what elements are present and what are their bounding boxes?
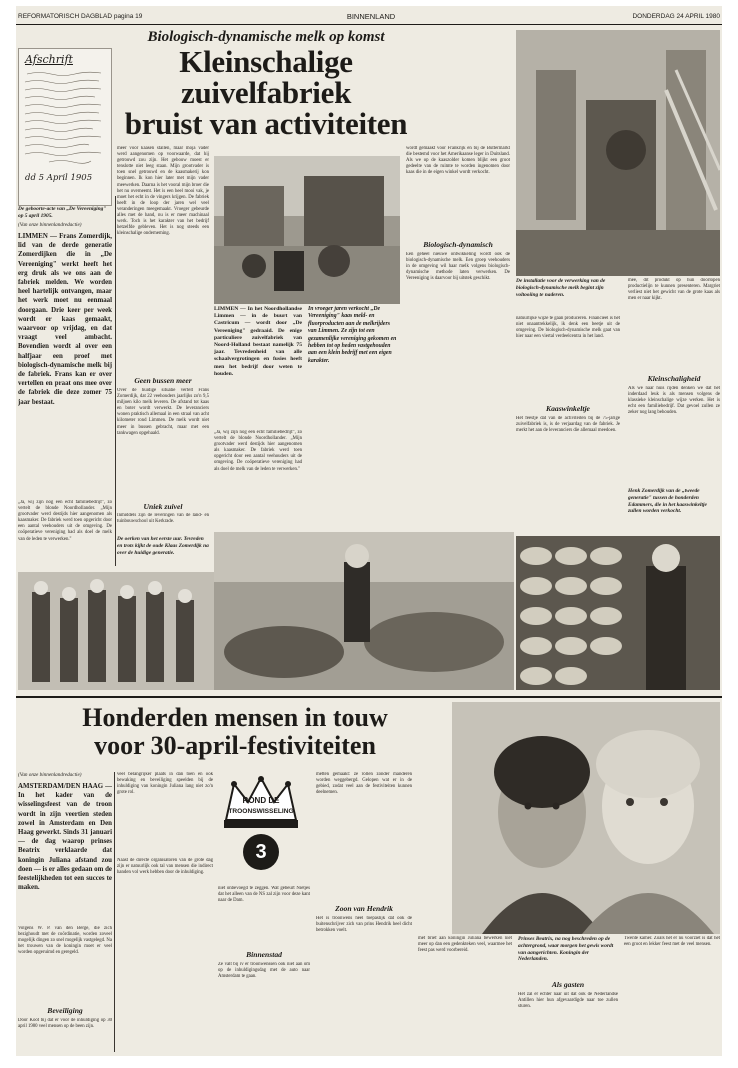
header-rule	[16, 24, 722, 25]
handwriting-lines	[19, 68, 109, 168]
article1-headline-line2: bruist van activiteiten	[124, 106, 408, 141]
subhead-binnenstad: Binnenstad	[246, 950, 282, 959]
column-divider	[115, 196, 116, 566]
photo-portrait	[452, 702, 720, 934]
article2-column3b: Ze valt bij iv er troonwenssen ook niet aan om op de inhuldigingsdag met de auto naar Amsterdam te gaan.	[218, 962, 310, 980]
column-divider-2	[114, 772, 115, 1052]
article2-headline	[20, 704, 450, 764]
article1-column3: LIMMEN — In het Noordhollandse Limmen — in de buurt van Castricum — wordt door „De Vereeniging" gedraaid. De enige particuliere zuivelfabriek van Noord-Holland bestaat namelijk 75 jaar. Tevredenheid van alle schaalvergrotingen en fusies heeft men het bedrijf door weten te houden.	[214, 306, 302, 377]
article2-lead: AMSTERDAM/DEN HAAG — In het kader van de wisselingsfeest van de troon wordt in zijn veertien steden zowel in Amsterdam en Den Haag gewerkt. Sinds 31 januari — de dag waarop prinses Beatrix verklaarde dat koningin Juliana afstand zou doen — is er alles gedaan om de feestelijkheden tot een succes te maken.	[18, 783, 112, 892]
caption-workers: De oerken van het eerste uur. Tevreden en trots kijkt de oude Klaas Zomerdijk na over de huidige generatie.	[117, 536, 209, 556]
article2-column1b: Door Koot bij dat er voor de inhuldiging op 30 april 1980 veel mensen op de been zijn.	[18, 1018, 112, 1030]
article1-column1: „Ja, wij zijn nog een echt familiebedrijf", zo vertelt de blonde Noordhollander. „Mijn grootvader werd destijds hier aangenomen als kaasmaker. De fabriek werd toen opgericht door een aantal veehouders uit de omgeving. De coöperatieve vereniging had als doel de melk van de leden te verwerken."	[18, 500, 112, 542]
header-left: REFORMATORISCH DAGBLAD pagina 19	[18, 13, 143, 20]
header-section: BINNENLAND	[346, 12, 396, 21]
subhead-zoon: Zoon van Hendrik	[335, 904, 393, 913]
article1-column6b: Het feestje dat van de activiteiten bij de 75-jarige zuivelfabriek is, is de verjaardag van de fabriek. Je merkt het aan de leveranciers die allemaal meedoen.	[516, 416, 620, 434]
article1-column2: meer voor kaasen stallen, maar moja vader werd aangenomen op voorwaarde, dat hij getrouwd zou zijn. Het gebouw moest er tenslotte niet leeg staan. Mijn grootvader is toen snel getrouwd en de kaasmakerij kon beginnen. Ik kon hier later met mijn vader meewerken. Daarna is het vooral mijn broer die het nu overneemt. Het is een heel mooi vak, je moet het echt in de vingers krijgen. De fabriek heeft in de loop der jaren wel veel veranderingen meegemaakt. Vroeger gebeurde alles met de hand, nu is er meer machinaal werk. Toch is het karakter van het bedrijf hetzelfde gebleven. Het is nog steeds een kleinschalige onderneming.	[117, 146, 209, 237]
facsimile-document	[18, 48, 112, 206]
badge-crown	[218, 776, 304, 880]
badge-top-text: ROND DE	[242, 796, 280, 805]
facsimile-caption: De geboorte-acte van „De Vereeniging" op 5 april 1905.	[18, 206, 107, 219]
article2-column5: met brief aan koningin Juliana bewerken niet meer op dan een gedenkteken veel, waarmee het feest pas werd voorbereid.	[418, 936, 512, 954]
article1-byline: (Van onze binnenlandredactie)	[18, 222, 82, 228]
article1-column7: mee, dit produkt op hun doorlopen productielijn te kunnen presenteren. Margriet verliest niet het gewicht van de grote kaas als men er naar kijkt.	[628, 278, 720, 302]
subhead-uniek: Uniek zuivel	[143, 502, 183, 511]
article-divider	[16, 696, 722, 698]
article2-column6: Twente kamer. Zoals het er nu voorziet is dat het een groot en lekker feest met de veel mensen.	[624, 936, 720, 948]
header-date: DONDERDAG 24 APRIL 1980	[632, 13, 720, 20]
article2-column4: metten gemaakt: ze rollen zonder manderen worden weggebergd. Gelopen wat er in de gebied, zodat veel aan de festiviteiten kunnen deelnemen.	[316, 772, 412, 796]
troonswisseling-badge	[218, 776, 304, 880]
article1-column2b: Over de huidige situatie vertelt Frans Zomerdijk, dat 22 veehouders jaarlijks zo'n 9,5 miljoen kilo melk leveren. De afstand tot kaas en boter wordt verwerkt. De leveranciers wonen praktisch allemaal in een straal van acht kilometer rond Limmen. De melk wordt niet meer in bussen gebracht, maar met een tankwagen opgehaald.	[117, 388, 209, 436]
facsimile-date: dd 5 April 1905	[25, 173, 93, 183]
article1-column7b: Als we naar huis rijden denken we dat het inderdaad leuk is als mensen volgens de klassieke kleinschalige wijze werken. Het is echt een familiebedrijf. Dat gevoel zullen ze zeker nog lang behouden.	[628, 386, 720, 416]
article1-column6: natuurlijke wijze te gaan produceren. Financieel is het niet onaantrekkelijk, ik denk een beetje uit de omgeving. De biologisch-dynamische melk gaat van hier naar een viertal verdeelcentra in het land.	[516, 316, 620, 340]
article1-column2c: Inmiddels zijn de leveringen van de land- en tuinbouwschool uit Kerkrade.	[117, 513, 209, 525]
subhead-kleinschaligheid: Kleinschaligheid	[647, 374, 701, 383]
badge-bottom-text: TROONSWISSELING	[228, 808, 294, 815]
article2-headline-line1: Honderden mensen in touw	[82, 703, 388, 732]
article2-column5b: Het zal er echter naar uit dat ook de Nederlandse Antillen hier hun afgevaardigde naar toe zullen sturen.	[518, 992, 618, 1010]
article1-column4: In vroeger jaren verkocht „De Vereeniging" kaas meld- en fluorproducten aan de melkrijders van Limmen. Ze zijn tot een gezamenlijke vereniging gekomen en hebben tot op heden vastgehouden aan een klein bedrijf met een eigen karakter.	[308, 306, 397, 364]
caption-cheese: Henk Zomerdijk van de „tweede generatie" tussen de honderden Edammers, die in het kaaswinkeltje zullen worden verkocht.	[628, 488, 707, 515]
article1-column3b: „Ja, wij zijn nog een echt familiebedrijf", zo vertelt de blonde Noordhollander. „Mijn grootvader werd destijds hier aangenomen als kaasmaker. De fabriek werd toen opgericht door een aantal veehouders uit de omgeving. De coöperatieve vereniging had als doel de melk van de leden te verwerken."	[214, 430, 302, 472]
article2-column2: veel belangrijker plaats in dan toen en ook bewaking en beveiliging speelden bij de inhuldiging van koningin Juliana lang niet zo'n grote rol.	[117, 772, 213, 796]
article1-column5: wordt gemaakt voor Frankrijk en bij de Buttermarkt die bestemd voor het Amerikaanse leger in Duitsland. Als we op de kaaszolder komen blijkt een groot gedeelte van de ruimte te worden ingenomen door kaas die in de eigen winkel wordt verkocht.	[406, 146, 510, 176]
article2-column3: niet onbevoegd te zeggen. Wat gebeurt Nietjes dat het alleen van de NS zal zijn voor deze kant naar de Dam.	[218, 886, 310, 904]
article2-headline-line2: voor 30-april-festiviteiten	[94, 731, 376, 760]
subhead-biologisch: Biologisch-dynamisch	[423, 240, 493, 249]
badge-number: 3	[255, 841, 267, 863]
article2-byline: (Van onze binnenlandredactie)	[18, 772, 82, 778]
article1-lead: LIMMEN — Frans Zomerdijk, lid van de derde generatie Zomerdijken die in „De Vereeniging" werkt heeft het erg druk als we ons aan de fabriek melden. We worden heel hartelijk ontvangen, maar het werk moet nu eenmaal doorgaan. Drie keer per week wordt er kaas gemaakt, waarvoor op vrijdag, en dat vraagt veel ambacht. Bovendien wordt al over een halfjaar een proef met biologisch-dynamische melk bij de fabriek. Frans kan er over vertellen en praat ons mee over de fabriek die deze zomer 75 jaar bestaat.	[18, 233, 112, 406]
article2-column2b: Naast de directe organisatoren van de grote dag zijn er natuurlijk ook tal van mensen die indirect handen vol werk hebben door de inhuldiging.	[117, 858, 213, 876]
caption-portrait: Prinses Beatrix, na nog beschreden op de achtergrond, waar morgen het gewis wordt van aangerichten. Koningin der Nederlanden.	[518, 936, 614, 963]
photo-cheese-shelves	[516, 536, 720, 690]
article1-kicker: Biologisch-dynamische melk op komst	[147, 29, 385, 45]
photo-cheese-making	[214, 532, 514, 690]
photo-factory-yard	[214, 156, 400, 304]
article2-column4b: Het is troonwens heel toepaslijk dat ook de buitenschrijver zich van prins Hendrik heel dicht betrokken voelt.	[316, 916, 412, 934]
article1-column5b: Een geheel nieuwe ontwikkeling wordt ook de biologisch-dynamische melk. Een groep veehouders in de omgeving wil haar melk volgens biologisch-dynamische methode laten verwerken. De Vereeniging is daarvoor bij uitstek geschikt.	[406, 252, 510, 282]
article1-headline-line1: Kleinschalige zuivelfabriek	[179, 44, 353, 110]
subhead-kaaswinkeltje: Kaaswinkeltje	[546, 404, 590, 413]
article2-column1: Volgens W. P. van den Berge, die zich bezighoudt met de coördinatie, worden zoveel mogelijk dingen zo snel mogelijk vastgelegd. Na het trouwen van de koningin moet er veel worden opgeruimd en geregeld.	[18, 926, 112, 956]
subhead-beveiliging: Beveiliging	[47, 1006, 83, 1015]
caption-installation: De installatie voor de verwerking van de biologisch-dynamische melk begint zijn voltooiing te naderen.	[516, 278, 606, 298]
facsimile-title: Afschrift	[25, 53, 73, 66]
subhead-geen-bussen: Geen bussen meer	[134, 376, 192, 385]
article1-headline	[96, 44, 436, 141]
newspaper-page	[16, 6, 722, 1056]
photo-installation	[516, 30, 720, 276]
subhead-gasten: Als gasten	[551, 980, 585, 989]
photo-workers	[18, 572, 214, 690]
